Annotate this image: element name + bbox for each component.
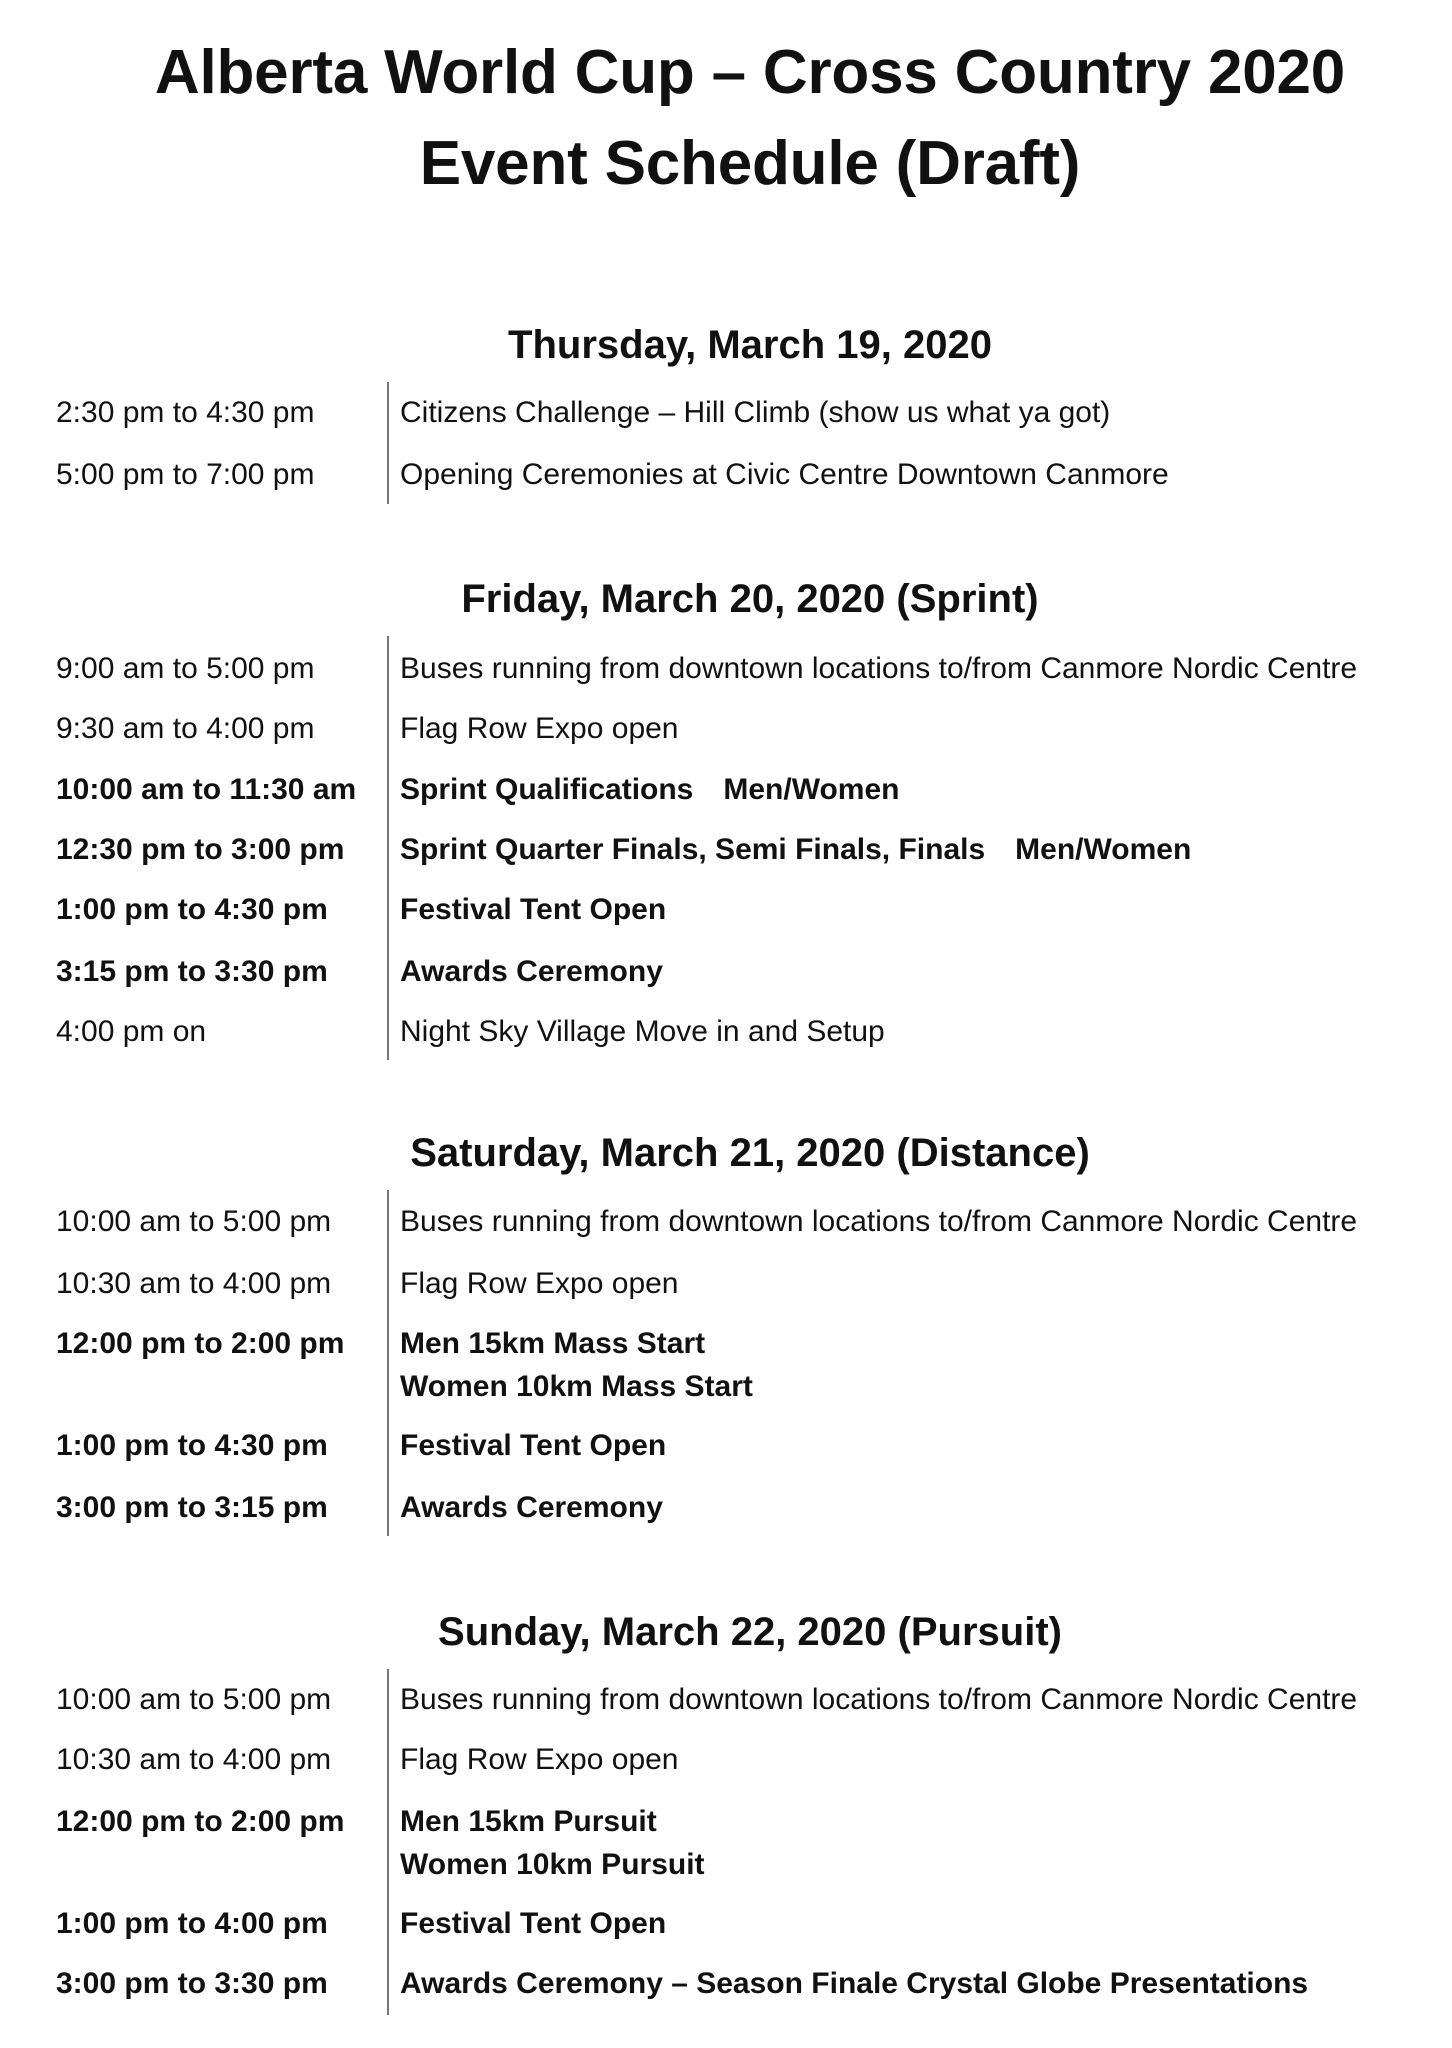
event-description: Festival Tent Open	[400, 893, 667, 926]
event-time: 3:00 pm to 3:30 pm	[56, 1967, 328, 2000]
event-line: Men 15km Mass Start	[400, 1327, 706, 1360]
schedule-divider	[387, 382, 389, 504]
event-title: Sprint Qualifications	[400, 773, 694, 806]
event-time: 1:00 pm to 4:00 pm	[56, 1907, 328, 1940]
day-heading-thursday: Thursday, March 19, 2020	[508, 323, 992, 367]
day-heading-sunday: Sunday, March 22, 2020 (Pursuit)	[438, 1610, 1062, 1654]
event-description	[400, 1800, 705, 1886]
event-description: Citizens Challenge – Hill Climb (show us what ya got)	[400, 396, 1111, 429]
event-time: 3:00 pm to 3:15 pm	[56, 1491, 328, 1524]
event-time: 12:00 pm to 2:00 pm	[56, 1805, 345, 1838]
event-description: Opening Ceremonies at Civic Centre Downtown Canmore	[400, 458, 1169, 491]
event-time: 2:30 pm to 4:30 pm	[56, 396, 315, 429]
schedule-divider	[387, 1190, 389, 1536]
document-subtitle: Event Schedule (Draft)	[419, 129, 1081, 198]
event-description: Buses running from downtown locations to/from Canmore Nordic Centre	[400, 652, 1358, 685]
event-time: 5:00 pm to 7:00 pm	[56, 458, 315, 491]
event-line: Men 15km Pursuit	[400, 1805, 657, 1838]
event-time: 10:30 am to 4:00 pm	[56, 1743, 332, 1776]
event-description	[400, 768, 900, 811]
event-time: 10:30 am to 4:00 pm	[56, 1267, 332, 1300]
event-time: 10:00 am to 11:30 am	[56, 773, 357, 806]
event-description: Festival Tent Open	[400, 1907, 667, 1940]
event-time: 9:00 am to 5:00 pm	[56, 652, 315, 685]
event-time: 1:00 pm to 4:30 pm	[56, 1429, 328, 1462]
event-time: 12:30 pm to 3:00 pm	[56, 833, 345, 866]
event-description	[400, 1322, 753, 1408]
event-description: Flag Row Expo open	[400, 1267, 679, 1300]
event-description: Buses running from downtown locations to/from Canmore Nordic Centre	[400, 1683, 1358, 1716]
schedule-divider	[387, 636, 389, 1060]
event-time: 12:00 pm to 2:00 pm	[56, 1327, 345, 1360]
event-time: 10:00 am to 5:00 pm	[56, 1205, 332, 1238]
event-category: Men/Women	[723, 773, 900, 806]
event-description: Flag Row Expo open	[400, 1743, 679, 1776]
event-time: 4:00 pm on	[56, 1015, 207, 1048]
event-description: Awards Ceremony	[400, 1491, 663, 1524]
event-description: Festival Tent Open	[400, 1429, 667, 1462]
event-category: Men/Women	[1015, 833, 1192, 866]
event-title: Sprint Quarter Finals, Semi Finals, Finals	[400, 833, 986, 866]
event-line: Women 10km Pursuit	[400, 1848, 705, 1881]
day-heading-friday: Friday, March 20, 2020 (Sprint)	[461, 577, 1039, 621]
day-heading-saturday: Saturday, March 21, 2020 (Distance)	[410, 1131, 1090, 1175]
event-time: 9:30 am to 4:00 pm	[56, 712, 315, 745]
event-description: Night Sky Village Move in and Setup	[400, 1015, 885, 1048]
event-time: 10:00 am to 5:00 pm	[56, 1683, 332, 1716]
event-description: Awards Ceremony	[400, 955, 663, 988]
event-description: Flag Row Expo open	[400, 712, 679, 745]
event-time: 3:15 pm to 3:30 pm	[56, 955, 328, 988]
event-line: Women 10km Mass Start	[400, 1370, 753, 1403]
schedule-divider	[387, 1669, 389, 2015]
event-description	[400, 828, 1191, 871]
event-description: Awards Ceremony – Season Finale Crystal Globe Presentations	[400, 1967, 1309, 2000]
event-time: 1:00 pm to 4:30 pm	[56, 893, 328, 926]
event-description: Buses running from downtown locations to/from Canmore Nordic Centre	[400, 1205, 1358, 1238]
document-title: Alberta World Cup – Cross Country 2020	[154, 38, 1346, 107]
